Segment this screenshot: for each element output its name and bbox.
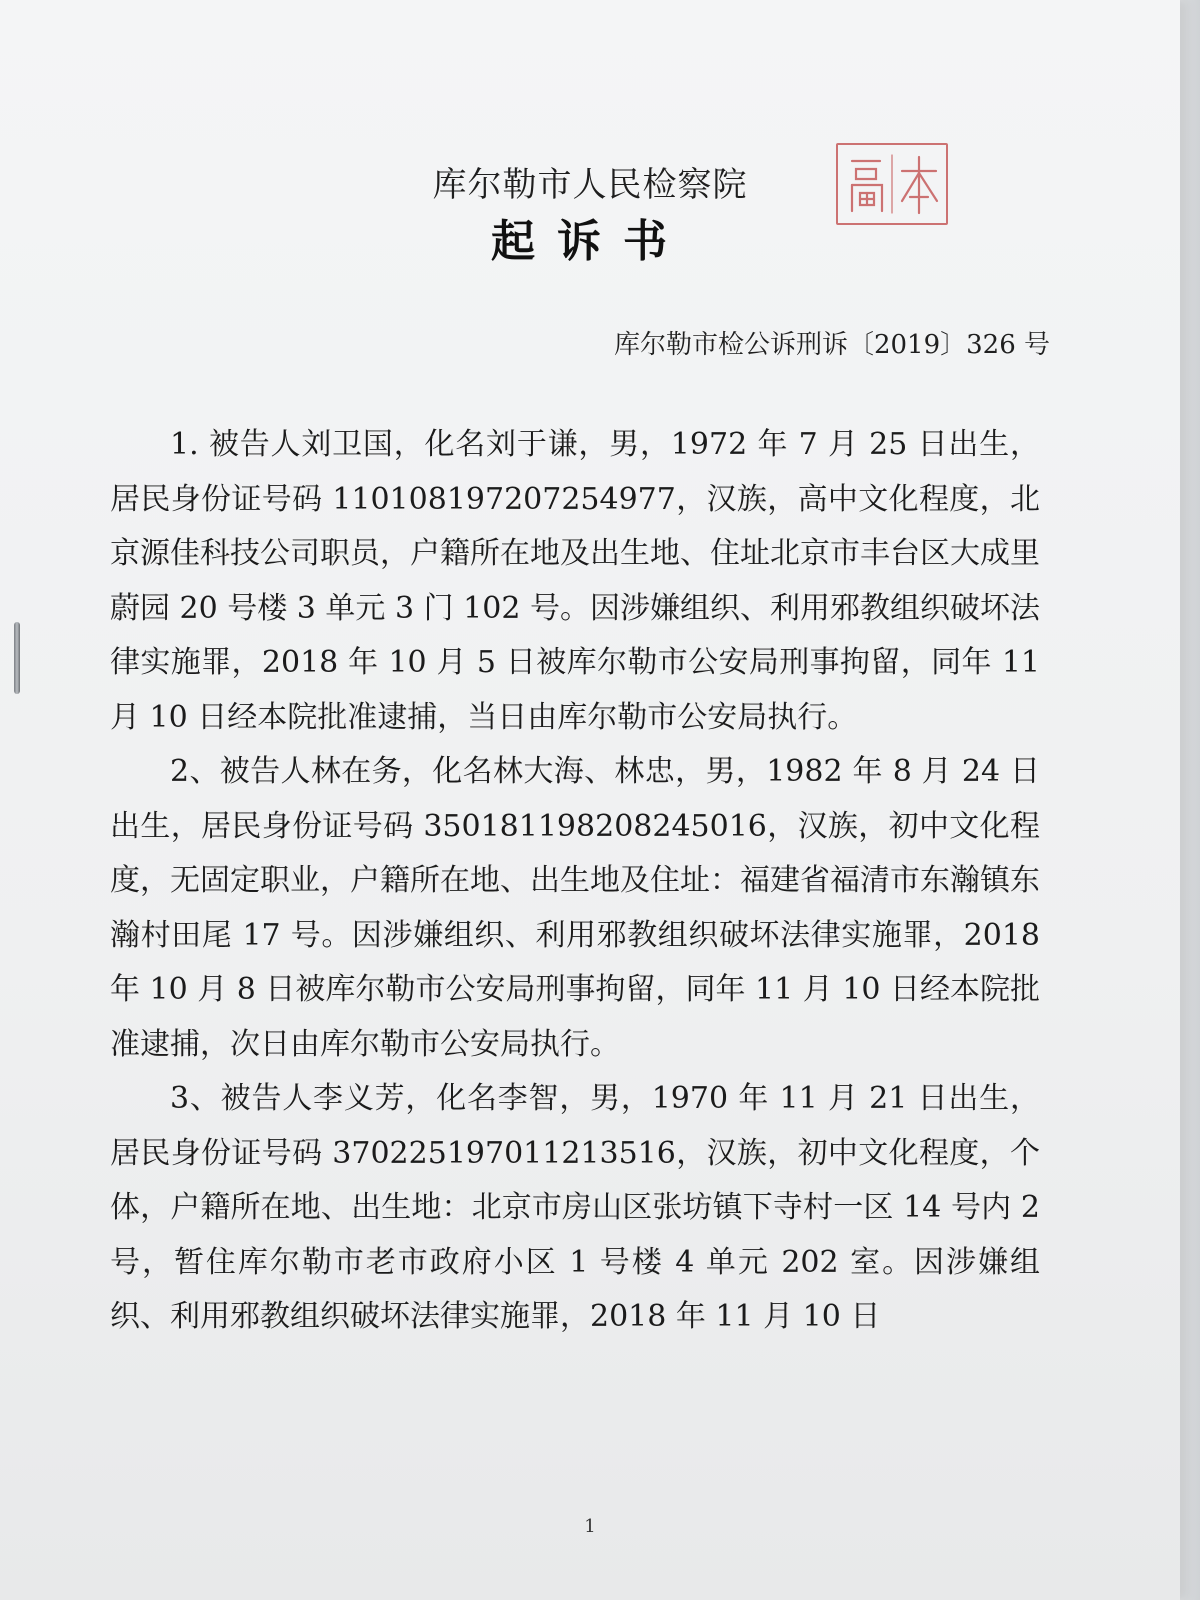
- staple: [14, 622, 20, 694]
- document-body: [110, 418, 1040, 1345]
- copy-stamp: [836, 143, 948, 225]
- copy-stamp-seal: [842, 149, 942, 219]
- defendant-paragraph-1: 1. 被告人刘卫国，化名刘于谦，男，1972 年 7 月 25 日出生，居民身份证号码 110108197207254977，汉族，高中文化程度，北京源佳科技公司职员，户籍所在地及出生地、住址北京市丰台区大成里蔚园 20 号楼 3 单元 3 门 102 号。因涉嫌组织、利用邪教组织破坏法律实施罪，2018 年 10 月 5 日被库尔勒市公安局刑事拘留，同年 11 月 10 日经本院批准逮捕，当日由库尔勒市公安局执行。: [110, 427, 1040, 735]
- background-surface: [1178, 0, 1200, 1600]
- defendant-paragraph-2: 2、被告人林在务，化名林大海、林忠，男，1982 年 8 月 24 日出生，居民身份证号码 350181198208245016，汉族，初中文化程度，无固定职业，户籍所在地、出生地及住址：福建省福清市东瀚镇东瀚村田尾 17 号。因涉嫌组织、利用邪教组织破坏法律实施罪，2018 年 10 月 8 日被库尔勒市公安局刑事拘留，同年 11 月 10 日经本院批准逮捕，次日由库尔勒市公安局执行。: [110, 754, 1040, 1062]
- case-number: 库尔勒市检公诉刑诉〔2019〕326 号: [613, 330, 1050, 360]
- page-number: 1: [584, 1516, 596, 1537]
- institution-name: 库尔勒市人民检察院: [432, 165, 748, 205]
- defendant-paragraph-3: 3、被告人李义芳，化名李智，男，1970 年 11 月 21 日出生，居民身份证号码 370225197011213516，汉族，初中文化程度，个体，户籍所在地、出生地：北京市房山区张坊镇下寺村一区 14 号内 2 号，暂住库尔勒市老市政府小区 1 号楼 4 单元 202 室。因涉嫌组织、利用邪教组织破坏法律实施罪，2018 年 11 月 10 日: [110, 1081, 1040, 1334]
- document-title: 起诉书: [491, 216, 689, 267]
